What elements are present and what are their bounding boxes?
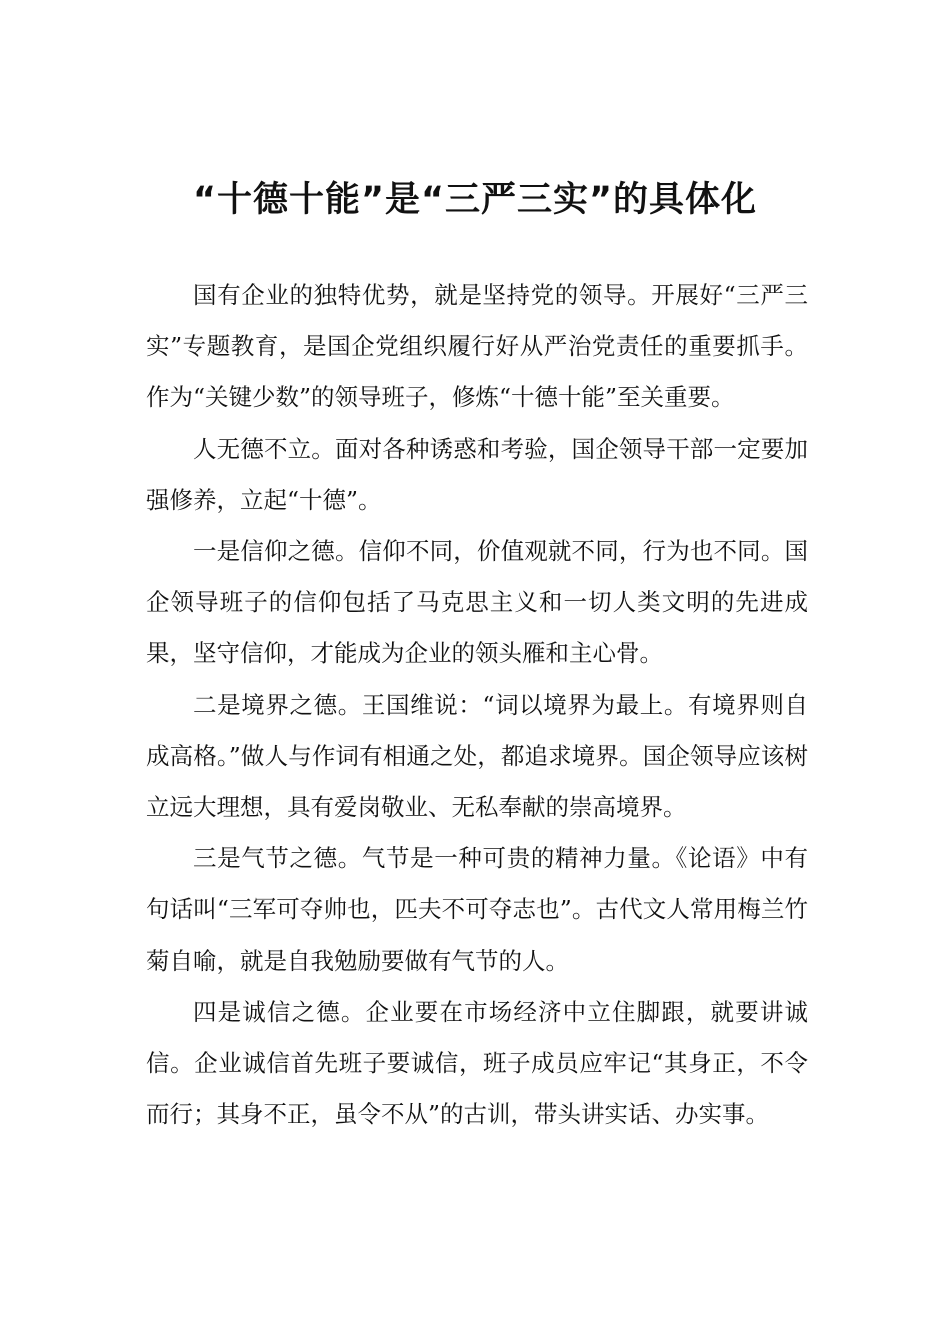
paragraph-realm: 二是境界之德。王国维说：“词以境界为最上。有境界则自成高格。”做人与作词有相通之处，都追求境界。国企领导应该树立远大理想，具有爱岗敬业、无私奉献的崇高境界。 <box>146 690 808 822</box>
paragraph-virtue-lead: 人无德不立。面对各种诱惑和考验，国企领导干部一定要加强修养，立起“十德”。 <box>146 434 808 514</box>
paragraph-intro: 国有企业的独特优势，就是坚持党的领导。开展好“三严三实”专题教育，是国企党组织履行好从严治党责任的重要抓手。作为“关键少数”的领导班子，修炼“十德十能”至关重要。 <box>146 281 808 412</box>
paragraph-faith: 一是信仰之德。信仰不同，价值观就不同，行为也不同。国企领导班子的信仰包括了马克思主义和一切人类文明的先进成果，坚守信仰，才能成为企业的领头雁和主心骨。 <box>146 537 808 668</box>
paragraph-honesty: 四是诚信之德。企业要在市场经济中立住脚跟，就要讲诚信。企业诚信首先班子要诚信，班子成员应牢记“其身正，不令而行；其身不正，虽令不从”的古训，带头讲实话、办实事。 <box>146 997 808 1129</box>
paragraph-integrity: 三是气节之德。气节是一种可贵的精神力量。《论语》中有句话叫“三军可夺帅也，匹夫不可夺志也”。古代文人常用梅兰竹菊自喻，就是自我勉励要做有气节的人。 <box>146 844 808 975</box>
document-title: “十德十能”是“三严三实”的具体化 <box>192 180 757 220</box>
document-body <box>146 270 808 1140</box>
